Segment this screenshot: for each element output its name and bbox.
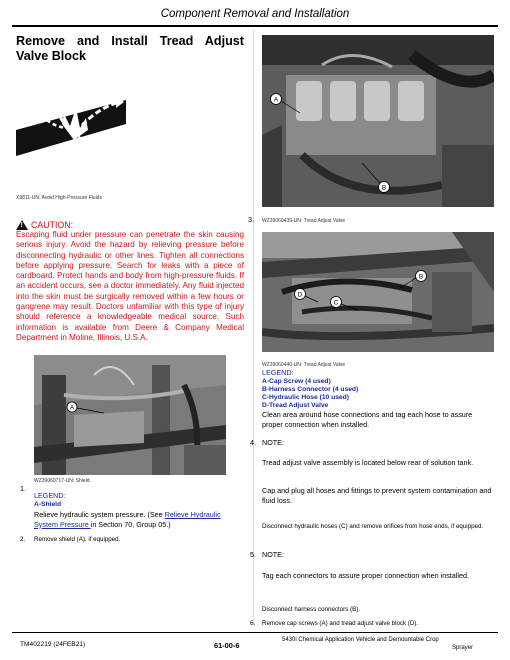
step-4-number: 4. bbox=[250, 438, 256, 447]
disconnect-hoses-text: Disconnect hydraulic hoses (C) and remove orifices from hose ends, if equipped. bbox=[262, 523, 484, 530]
footer-page-number: 61-00-6 bbox=[214, 641, 240, 650]
step-6-number: 6. bbox=[250, 620, 256, 627]
note-2-label: NOTE: bbox=[262, 550, 284, 559]
valve-photo-2 bbox=[262, 232, 494, 352]
step-5-number: 5. bbox=[250, 550, 256, 559]
valve-legend-item-a: A-Cap Screw (4 used) bbox=[262, 378, 331, 385]
note-1-label: NOTE: bbox=[262, 438, 284, 447]
valve-legend-item-b: B-Harness Connector (4 used) bbox=[262, 386, 359, 393]
caution-heading bbox=[16, 220, 73, 230]
note-2-text: Tag each connectors to assure proper connection when installed. bbox=[262, 571, 469, 580]
relieve-pressure-link[interactable]: Relieve Hydraulic System Pressure bbox=[34, 510, 221, 529]
valve1-callout-a: A bbox=[273, 96, 279, 104]
step-2-text: Remove shield (A), if equipped. bbox=[34, 536, 121, 543]
relieve-pressure-prefix: Relieve hydraulic system pressure. (See bbox=[34, 510, 165, 519]
valve-legend-title: LEGEND: bbox=[262, 368, 294, 377]
step-3-number: 3. bbox=[248, 215, 254, 224]
valve2-callout-b: B bbox=[418, 273, 424, 281]
step-2-number: 2. bbox=[20, 536, 26, 543]
shield-callout-a: A bbox=[69, 404, 75, 412]
step-6-text: Remove cap screws (A) and tread adjust valve block (D). bbox=[262, 620, 419, 627]
cap-plug-text: Cap and plug all hoses and fittings to prevent system contamination and fluid loss. bbox=[262, 486, 492, 505]
note-1-text: Tread adjust valve assembly is located below rear of solution tank. bbox=[262, 458, 474, 467]
valve-photo-1-illustration bbox=[262, 35, 494, 207]
shield-photo bbox=[34, 355, 226, 475]
hazard-figure bbox=[16, 68, 126, 184]
section-title: Remove and Install Tread Adjust Valve Block bbox=[16, 34, 244, 63]
valve-photo-2-illustration bbox=[262, 232, 494, 352]
warning-triangle-icon: ! bbox=[16, 220, 28, 230]
footer-doc-id: TM402219 (24FEB21) bbox=[20, 641, 86, 648]
valve2-callout-d: D bbox=[297, 291, 303, 299]
shield-photo-caption: WZ39060717-UN: Shield bbox=[34, 478, 90, 484]
footer-divider bbox=[12, 632, 498, 633]
shield-legend-item: A-Shield bbox=[34, 501, 62, 508]
shield-legend-title: LEGEND: bbox=[34, 491, 66, 500]
caution-text: Escaping fluid under pressure can penetrate the skin causing serious injury. Avoid the hazard by relieving pressure before disconnecting hydraulic or other lines. Tighten all connections before applying pressure. Search for leaks with a piece of cardboard. Protect hands and body from high-pressure fluids. If an accident occurs, see a doctor immediately. Any fluid injected into the skin must be surgically removed within a few hours or gangrene may result. Doctors unfamiliar with this type of injury should reference a knowledgeable medical source. Such information is available from Deere & Company Medical Department in Moline, Illinois, U.S.A. bbox=[16, 230, 244, 342]
page-header-title: Component Removal and Installation bbox=[160, 8, 350, 20]
valve-legend-item-d: D-Tread Adjust Valve bbox=[262, 402, 329, 409]
valve2-callout-c: C bbox=[333, 299, 339, 307]
footer-product-line-2: Sprayer bbox=[452, 645, 474, 651]
header-divider bbox=[12, 25, 498, 27]
valve-photo-2-caption: WZ39060440-UN: Tread Adjust Valve bbox=[262, 362, 346, 368]
high-pressure-fluid-illustration bbox=[16, 68, 126, 184]
valve-photo-1 bbox=[262, 35, 494, 207]
clean-area-text: Clean area around hose connections and tag each hose to assure proper connection when installed. bbox=[262, 410, 473, 429]
valve1-callout-b: B bbox=[381, 184, 387, 192]
footer-product-line-1: 5430i Chemical Application Vehicle and Demountable Crop bbox=[282, 637, 439, 643]
disconnect-harness-text: Disconnect harness connectors (B). bbox=[262, 606, 361, 613]
column-divider bbox=[253, 30, 254, 625]
step-1-number: 1. bbox=[20, 484, 26, 493]
hazard-figure-caption: X9811-UN: Avoid High-Pressure Fluids bbox=[16, 195, 102, 201]
caution-label: CAUTION: bbox=[31, 220, 74, 230]
valve-legend-item-c: C-Hydraulic Hose (10 used) bbox=[262, 394, 349, 401]
relieve-pressure-text bbox=[34, 510, 244, 529]
valve-photo-1-caption: WZ39060439-UN: Tread Adjust Valve bbox=[262, 218, 346, 224]
shield-photo-illustration bbox=[34, 355, 226, 475]
relieve-pressure-suffix: in Section 70, Group 05.) bbox=[90, 519, 171, 529]
